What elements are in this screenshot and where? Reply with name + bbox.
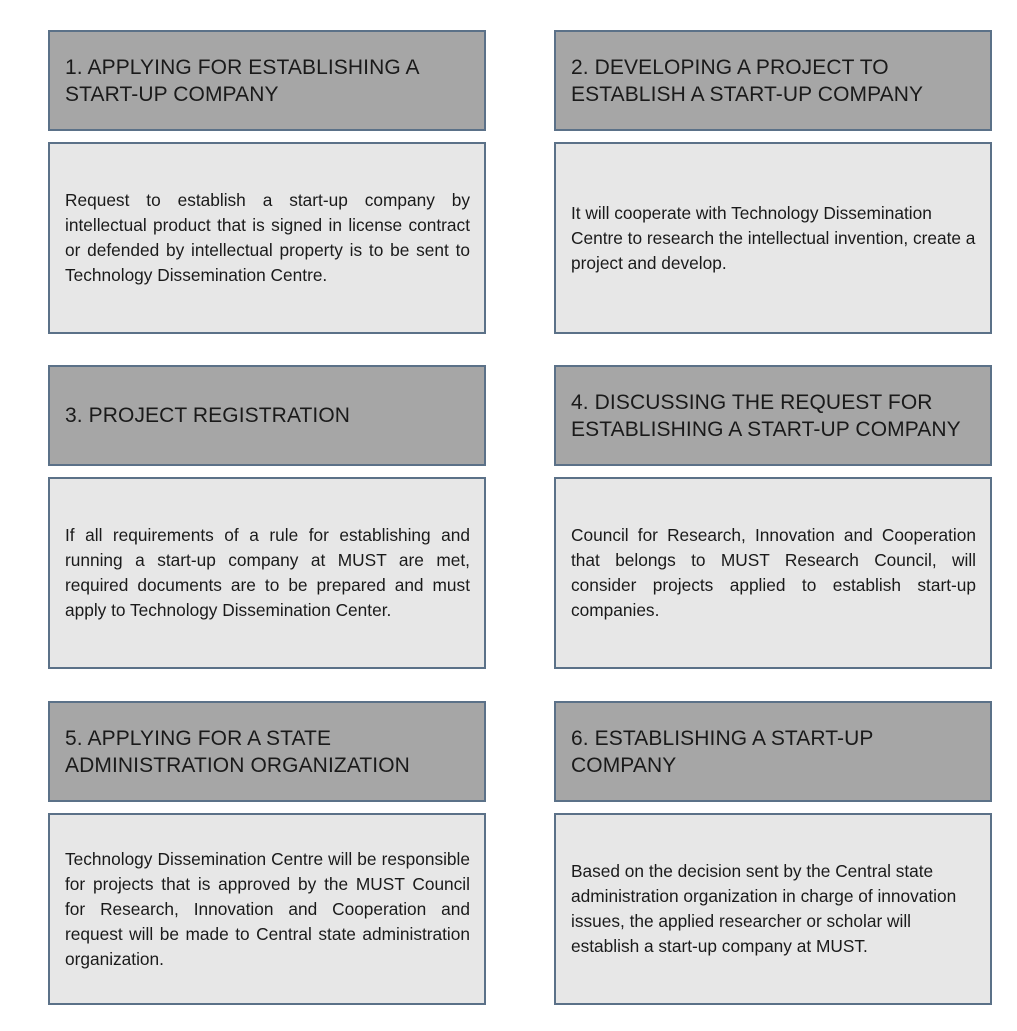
step-4-body — [554, 477, 992, 669]
step-1-title: 1. APPLYING FOR ESTABLISHING A START-UP COMPANY — [65, 55, 419, 106]
step-1-header — [48, 30, 486, 131]
step-4-header — [554, 365, 992, 466]
step-3-body — [48, 477, 486, 669]
step-1-description: Request to establish a start-up company by intellectual product that is signed in license contract or defended by intellectual property is to be sent to Technology Dissemination Centre. — [65, 190, 470, 285]
step-2-title: 2. DEVELOPING A PROJECT TO ESTABLISH A START-UP COMPANY — [571, 55, 924, 106]
step-5-header — [48, 701, 486, 802]
step-6-body — [554, 813, 992, 1005]
step-4-description: Council for Research, Innovation and Cooperation that belongs to MUST Research Council, will consider projects applied to establish start-up companies. — [571, 525, 976, 620]
step-6-title: 6. ESTABLISHING A START-UP COMPANY — [571, 726, 874, 777]
step-2-description: It will cooperate with Technology Dissemination Centre to research the intellectual invention, create a project and develop. — [571, 202, 976, 273]
step-3-description: If all requirements of a rule for establishing and running a start-up company at MUST are met, required documents are to be prepared and must apply to Technology Dissemination Center. — [65, 525, 470, 620]
step-2-header — [554, 30, 992, 131]
step-6-header — [554, 701, 992, 802]
step-6-description: Based on the decision sent by the Central state administration organization in charge of innovation issues, the applied researcher or scholar will establish a start-up company at MUST. — [571, 861, 957, 956]
step-2-body — [554, 142, 992, 334]
step-4-title: 4. DISCUSSING THE REQUEST FOR ESTABLISHING A START-UP COMPANY — [571, 390, 961, 441]
step-5-body — [48, 813, 486, 1005]
step-1-body — [48, 142, 486, 334]
step-3-title: 3. PROJECT REGISTRATION — [65, 404, 351, 427]
step-5-title: 5. APPLYING FOR A STATE ADMINISTRATION ORGANIZATION — [65, 726, 410, 777]
step-5-description: Technology Dissemination Centre will be responsible for projects that is approved by the MUST Council for Research, Innovation and Cooperation and request will be made to Central state administration organization. — [65, 848, 470, 969]
step-3-header — [48, 365, 486, 466]
